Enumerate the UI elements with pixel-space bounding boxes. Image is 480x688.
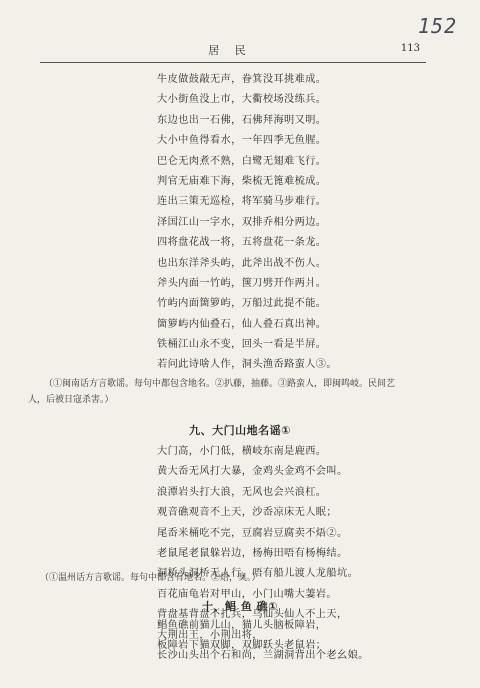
verse-line: 老鼠尾老鼠躲岩边，杨梅田唔有杨梅结。 (157, 547, 348, 559)
footnote-line: 人，后被日寇杀害。） (28, 395, 114, 405)
verse-line: 牛皮做鼓敲无声，眷箕没耳挑难成。 (157, 74, 327, 85)
verse-line: 也出东洋斧头屿，此斧出战不伤人。 (157, 257, 327, 269)
verse-line: 若问此诗啥人作，洞头渔岙路蛮人③。 (157, 359, 337, 371)
footnote-line: （①闽南话方言歌谣。每句中都包含地名。②扒藤，抽藤。③路蛮人，即闽鸣岐。民间艺 (44, 379, 396, 389)
verse-line: 长沙山头出个石和尚，兰湖洞背出个老幺娘。 (157, 649, 369, 661)
verse-line: 浪潭岩头打大浪，无风也会兴浪杠。 (157, 486, 327, 498)
verse-line: 洞桥头洞桥无人行，唔有船儿渡人龙船坑。 (157, 568, 359, 580)
verse-line: 尾岙米桶吃不完，豆腐岩豆腐卖不焐②。 (157, 527, 348, 539)
verse-line: 东边也出一石佛，石佛拜海明又明。 (157, 114, 327, 126)
verse-line: 泽国江山一字水，双排乔相分两边。 (157, 216, 327, 228)
margin-page-number: 152 (418, 14, 458, 38)
page-number: 113 (400, 43, 420, 54)
verse-line: 铁桶江山永不变，回头一看是半屏。 (157, 339, 327, 351)
verse-line: 黄大岙无风打大暴，金鸡头金鸡不会叫。 (157, 466, 348, 478)
header-rule (40, 62, 426, 63)
verse-line: 大门高，小门低，横岐东南是鹿西。 (157, 446, 327, 457)
verse-line: 连出三策无巡检，将军骑马步难行。 (157, 196, 327, 208)
verse-line: 大荆出王，小荆出将， (157, 629, 263, 641)
verse-line: 四将盘花战一将，五将盘花一条龙。 (157, 237, 327, 249)
verse-line: 竹屿内面箇箩屿，万船过此提不能。 (157, 298, 327, 310)
section10-body (0, 616, 480, 657)
section9-notes (0, 570, 480, 586)
header-title: 居 民 (208, 44, 252, 57)
section-heading: 九、大门山地名谣① (189, 424, 291, 437)
verse-line: 大小街鱼没上市，大衢校场没练兵。 (157, 94, 327, 106)
verse-line: 板障岩下猫双脚，双脚跃头老鼠岩； (157, 640, 327, 652)
verse-line: 箇箩屿内仙叠石，仙人叠石真出神。 (157, 318, 327, 330)
verse-line: 判官无庙难下海，柴梳无篦难梳成。 (157, 175, 327, 187)
running-header (40, 42, 420, 60)
verse-line: 鲳鱼礁前猫儿山，猫儿头脑板障岩， (157, 620, 327, 631)
verse-line: 背盘基背盘不扎兵，乌仙头仙人不上天， (157, 609, 348, 621)
footnote-line: （①温州话方言歌谣。每句中都含有地名。②焐，臭。） (40, 573, 261, 583)
verse-line: 观音礁观音不上天，沙岙凉床无人眠； (157, 507, 337, 519)
verse-line: 大小中鱼得看水，一年四季无鱼腥。 (157, 135, 327, 147)
verse-line: 百花庙龟岩对甲山，小门山嘴大萋岩。 (157, 588, 337, 600)
verse-line: 斧头内面一竹屿，箧刀劈开作两爿。 (157, 277, 327, 289)
section-heading: 十、鲳 鱼 礁① (202, 600, 278, 613)
poem1-notes (0, 376, 480, 408)
poem1-body (0, 70, 480, 376)
verse-line: 巴仑无肉煮不熟，白鹭无翅难飞行。 (157, 155, 327, 167)
